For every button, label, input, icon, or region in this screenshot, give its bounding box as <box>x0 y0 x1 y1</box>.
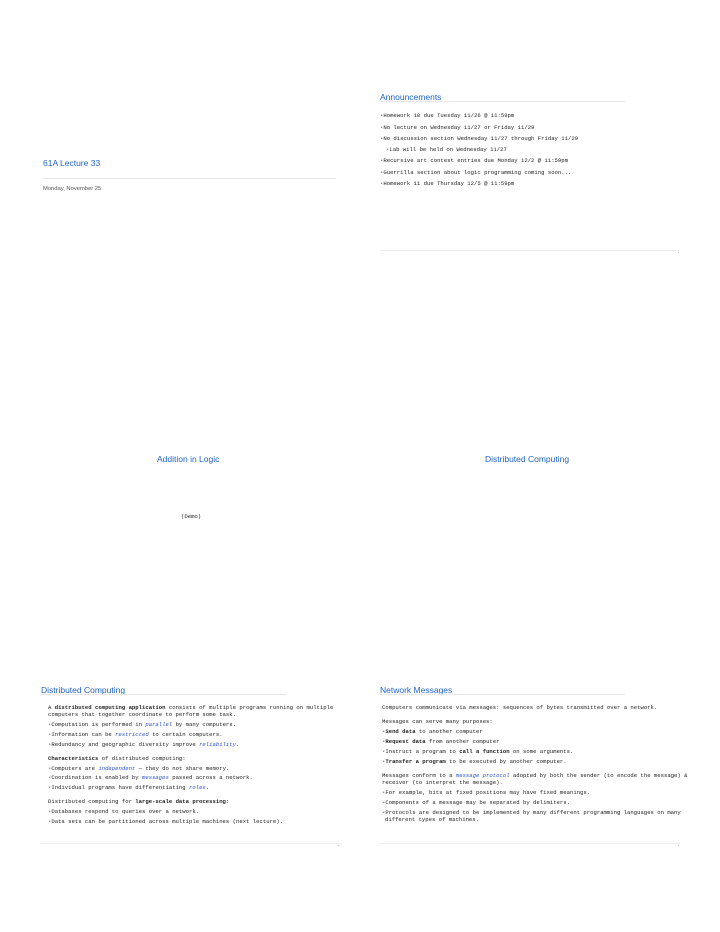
paragraph: Messages conform to a message protocol adopted by both the sender (to encode the message) & <box>382 772 688 779</box>
page-number-marker <box>338 845 339 846</box>
title-divider <box>380 694 625 695</box>
slide-title: Network Messages <box>380 685 453 695</box>
paragraph: Messages can serve many purposes: <box>382 718 493 725</box>
slide-footer-rule <box>380 843 680 844</box>
slide-distributed-computing <box>0 640 360 932</box>
demo-note: (Demo) <box>181 513 202 520</box>
title-divider <box>43 178 336 179</box>
bullet-icon: • <box>380 124 384 131</box>
slide-title: Distributed Computing <box>41 685 126 695</box>
bullet-icon: • <box>380 180 384 187</box>
bullet-icon: • <box>382 758 386 765</box>
page-number-marker <box>678 845 679 846</box>
bullet-icon: • <box>382 728 386 735</box>
slide-title: Announcements <box>380 92 442 102</box>
list-item: •Components of a message may be separated by delimiters. <box>382 799 570 806</box>
list-item: •Computers are independent — they do not share memory. <box>48 765 230 772</box>
list-item: •Guerrilla section about logic programming coming soon... <box>380 169 572 176</box>
bullet-icon: • <box>48 808 52 815</box>
bullet-icon: • <box>48 741 52 748</box>
bullet-icon: • <box>382 809 386 816</box>
slide-addition-in-logic <box>0 300 360 640</box>
slide-network-messages <box>360 640 720 932</box>
list-item: •No lecture on Wednesday 11/27 or Friday 11/29 <box>380 124 535 131</box>
list-item: •Recursive art contest entries due Monday 12/2 @ 11:59pm <box>380 157 568 164</box>
slide-distributed-computing-section <box>360 300 720 640</box>
list-item: •Data sets can be partitioned across multiple machines (next lecture). <box>48 818 283 825</box>
bullet-icon: • <box>48 731 52 738</box>
section-heading: Distributed computing for large-scale data processing: <box>48 798 230 805</box>
bullet-icon: • <box>48 721 52 728</box>
bullet-icon: • <box>48 774 52 781</box>
slide-title: 61A Lecture 33 <box>43 158 101 168</box>
list-item: •Information can be restricted to certain computers. <box>48 731 223 738</box>
bullet-icon: • <box>48 818 52 825</box>
section-heading: Characteristics of distributed computing: <box>48 755 186 762</box>
slide-title: Distributed Computing <box>485 454 570 464</box>
list-item: •For example, bits at fixed positions may have fixed meanings. <box>382 789 591 796</box>
list-item: •Transfer a program to be executed by another computer. <box>382 758 567 765</box>
slide-title-lecture <box>0 0 360 300</box>
bullet-icon: • <box>382 738 386 745</box>
list-item: •Instruct a program to call a function on some arguments. <box>382 748 574 755</box>
list-item: •Homework 11 due Thursday 12/5 @ 11:59pm <box>380 180 515 187</box>
title-divider <box>41 694 286 695</box>
bullet-icon: • <box>380 112 384 119</box>
paragraph-cont: receiver (to interpret the message). <box>382 779 503 786</box>
paragraph-intro: A distributed computing application consists of multiple programs running on multiple <box>48 704 334 711</box>
slide-footer-rule <box>380 250 680 251</box>
list-item-cont: different types of machines. <box>385 816 479 823</box>
list-item: •Request data from another computer <box>382 738 500 745</box>
list-item: •Send data to another computer <box>382 728 483 735</box>
slide-title: Addition in Logic <box>157 454 220 464</box>
bullet-icon: • <box>386 146 390 153</box>
list-item: •Homework 10 due Tuesday 11/26 @ 11:59pm <box>380 112 515 119</box>
list-item: •Databases respond to queries over a network. <box>48 808 200 815</box>
list-item: •Lab will be held on Wednesday 11/27 <box>386 146 507 153</box>
bullet-icon: • <box>382 748 386 755</box>
paragraph-intro-cont: computers that together coordinate to perform some task. <box>48 711 236 718</box>
paragraph: Computers communicate via messages: sequences of bytes transmitted over a network. <box>382 704 658 711</box>
bullet-icon: • <box>48 784 52 791</box>
list-item: •Coordination is enabled by messages passed across a network. <box>48 774 253 781</box>
bullet-icon: • <box>382 789 386 796</box>
title-divider <box>380 101 625 102</box>
list-item: •Individual programs have differentiating roles. <box>48 784 210 791</box>
list-item: •Protocols are designed to be implemented by many different programming languages on many <box>382 809 681 816</box>
bullet-icon: • <box>380 157 384 164</box>
list-item: •No discussion section Wednesday 11/27 through Friday 11/29 <box>380 135 579 142</box>
bullet-icon: • <box>382 799 386 806</box>
bullet-icon: • <box>380 169 384 176</box>
list-item: •Computation is performed in parallel by many computers. <box>48 721 236 728</box>
list-item: •Redundancy and geographic diversity improve reliability. <box>48 741 240 748</box>
bullet-icon: • <box>380 135 384 142</box>
page-number-marker <box>678 252 679 253</box>
bullet-icon: • <box>48 765 52 772</box>
slide-footer-rule <box>41 843 341 844</box>
lecture-date: Monday, November 25 <box>43 186 102 192</box>
slide-announcements <box>360 0 720 300</box>
